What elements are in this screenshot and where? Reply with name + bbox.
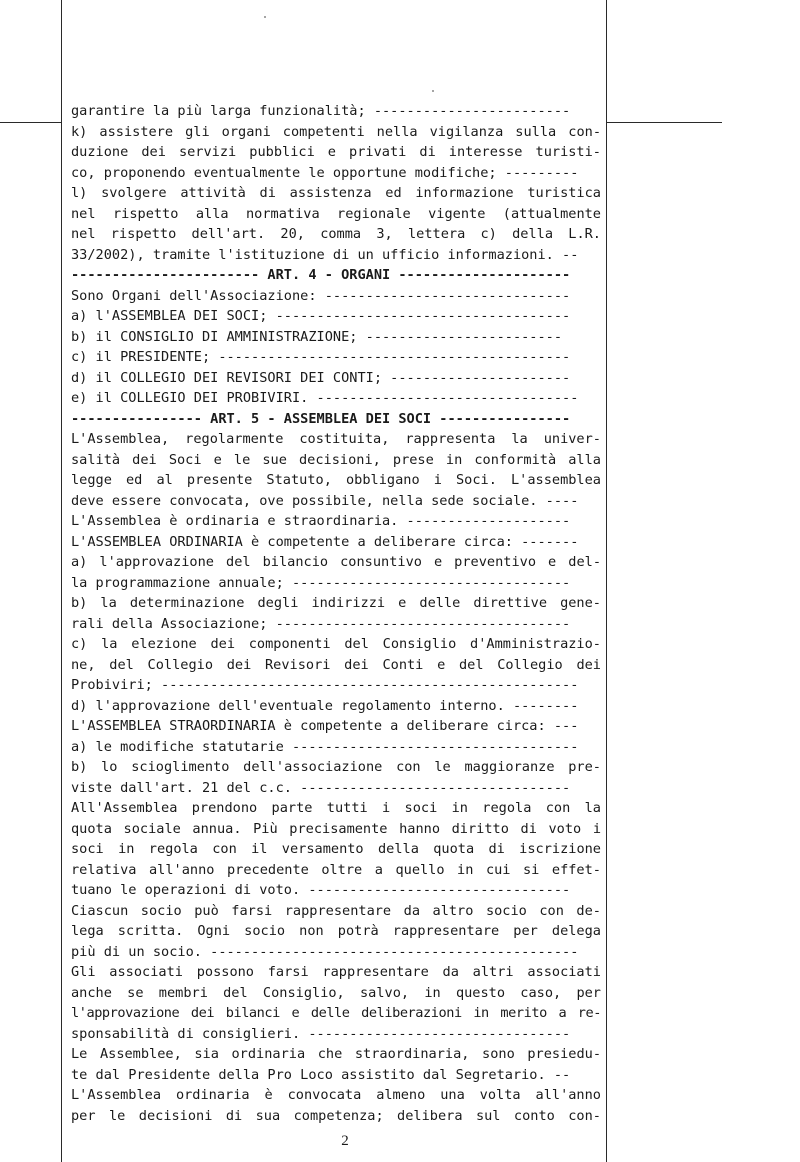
text-line: a) l'ASSEMBLEA DEI SOCI; ------------------------------------ — [71, 308, 571, 324]
right-margin-rule — [606, 0, 607, 1162]
text-line: nel rispetto dell'art. 20, comma 3, lettera c) della L.R. — [71, 226, 601, 242]
text-line: per le decisioni di sua competenza; delibera sul conto con- — [71, 1107, 601, 1124]
text-line: d) l'approvazione dell'eventuale regolamento interno. -------- — [71, 697, 579, 714]
text-line: 33/2002), tramite l'istituzione di un ufficio informazioni. -- — [71, 246, 579, 263]
text-line: k) assistere gli organi competenti nella vigilanza sulla con- — [71, 123, 601, 140]
text-line: salità dei Soci e le sue decisioni, prese in conformità alla — [71, 451, 601, 468]
text-line: L'ASSEMBLEA ORDINARIA è competente a deliberare circa: ------- — [71, 533, 579, 550]
text-line: rali della Associazione; ------------------------------------ — [71, 615, 571, 632]
text-line: L'Assemblea, regolarmente costituita, rappresenta la univer- — [71, 431, 601, 447]
text-line: L'ASSEMBLEA STRAORDINARIA è competente a deliberare circa: --- — [71, 718, 579, 734]
text-line: ne, del Collegio dei Revisori dei Conti e del Collegio dei — [71, 656, 601, 673]
text-line: la programmazione annuale; ---------------------------------- — [71, 574, 571, 591]
right-tick-rule — [606, 122, 722, 123]
text-line: b) lo scioglimento dell'associazione con le maggioranze pre- — [71, 759, 601, 775]
text-line: c) la elezione dei componenti del Consiglio d'Amministrazio- — [71, 636, 601, 652]
text-line: All'Assemblea prendono parte tutti i soci in regola con la — [71, 800, 601, 816]
text-line: soci in regola con il versamento della quota di iscrizione — [71, 841, 601, 857]
text-line: anche se membri del Consiglio, salvo, in questo caso, per — [71, 984, 601, 1001]
text-line: l) svolgere attività di assistenza ed informazione turistica — [71, 185, 601, 201]
left-tick-rule — [0, 122, 62, 123]
text-line: L'Assemblea ordinaria è convocata almeno una volta all'anno — [71, 1087, 601, 1103]
left-margin-rule — [61, 0, 62, 1162]
text-line: a) le modifiche statutarie ----------------------------------- — [71, 738, 579, 755]
article-4-heading: ----------------------- ART. 4 - ORGANI --------------------- — [71, 267, 571, 283]
text-line: sponsabilità di consiglieri. -------------------------------- — [71, 1025, 571, 1042]
text-line: a) l'approvazione del bilancio consuntivo e preventivo e del- — [71, 554, 601, 570]
text-line: tuano le operazioni di voto. -------------------------------- — [71, 882, 571, 898]
text-line: garantire la più larga funzionalità; ------------------------ — [71, 103, 571, 119]
text-line: Probiviri; --------------------------------------------------- — [71, 677, 579, 693]
text-line: co, proponendo eventualmente le opportune modifiche; --------- — [71, 164, 579, 181]
text-line: L'Assemblea è ordinaria e straordinaria. -------------------- — [71, 513, 571, 529]
text-line: lega scritta. Ogni socio non potrà rappresentare per delega — [71, 923, 601, 939]
article-5-heading: ---------------- ART. 5 - ASSEMBLEA DEI SOCI ---------------- — [71, 410, 571, 427]
text-line: viste dall'art. 21 del c.c. --------------------------------- — [71, 779, 571, 796]
text-line: b) il CONSIGLIO DI AMMINISTRAZIONE; ------------------------ — [71, 328, 563, 345]
text-line: relativa all'anno precedente oltre a quello in cui si effet- — [71, 861, 601, 878]
text-line: e) il COLLEGIO DEI PROBIVIRI. -------------------------------- — [71, 390, 579, 406]
text-line: legge ed al presente Statuto, obbligano i Soci. L'assemblea — [71, 472, 601, 488]
scan-speck — [264, 16, 266, 18]
text-line: Sono Organi dell'Associazione: ------------------------------ — [71, 287, 571, 304]
text-line: Ciascun socio può farsi rappresentare da altro socio con de- — [71, 902, 601, 919]
text-line: Le Assemblee, sia ordinaria che straordinaria, sono presiedu- — [71, 1046, 601, 1062]
text-line: c) il PRESIDENTE; ------------------------------------------- — [71, 349, 571, 365]
scan-speck — [432, 90, 434, 92]
text-line: Gli associati possono farsi rappresentare da altri associati — [71, 964, 601, 980]
text-line: b) la determinazione degli indirizzi e delle direttive gene- — [71, 595, 601, 611]
page-number: 2 — [341, 1133, 349, 1149]
text-line: più di un socio. --------------------------------------------- — [71, 943, 579, 960]
text-line: te dal Presidente della Pro Loco assistito dal Segretario. -- — [71, 1066, 571, 1083]
text-line: nel rispetto alla normativa regionale vigente (attualmente — [71, 205, 601, 222]
text-line: l'approvazione dei bilanci e delle deliberazioni in merito a re- — [71, 1005, 601, 1021]
document-body — [71, 101, 601, 1126]
text-line: d) il COLLEGIO DEI REVISORI DEI CONTI; ---------------------- — [71, 369, 571, 386]
text-line: duzione dei servizi pubblici e privati di interesse turisti- — [71, 144, 601, 160]
text-line: deve essere convocata, ove possibile, nella sede sociale. ---- — [71, 492, 579, 509]
text-line: quota sociale annua. Più precisamente hanno diritto di voto i — [71, 820, 601, 837]
